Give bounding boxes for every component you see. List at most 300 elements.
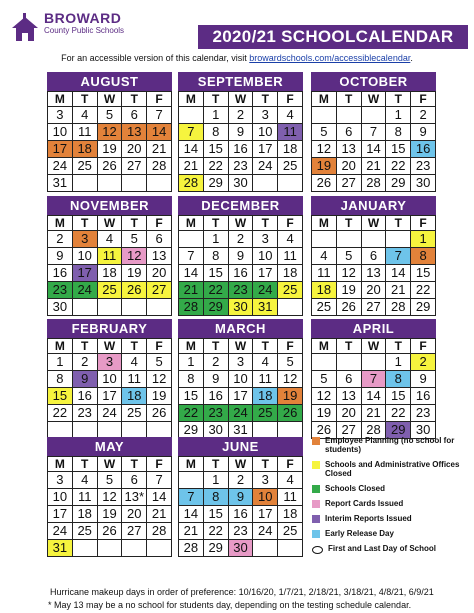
month-january xyxy=(311,196,436,316)
day-cell: 18 xyxy=(97,265,122,282)
month-header: DECEMBER xyxy=(178,196,303,215)
weekday-label: W xyxy=(97,216,122,231)
weekday-label: T xyxy=(253,92,278,107)
day-cell: 27 xyxy=(122,523,147,540)
day-cell: 23 xyxy=(72,405,97,422)
day-cell: 13 xyxy=(336,141,361,158)
day-cell: 20 xyxy=(122,506,147,523)
day-cell: 22 xyxy=(179,405,204,422)
day-cell xyxy=(122,422,147,439)
month-table xyxy=(311,338,436,439)
day-cell: 25 xyxy=(122,405,147,422)
day-cell xyxy=(122,299,147,316)
day-cell: 10 xyxy=(48,124,73,141)
day-cell: 3 xyxy=(48,472,73,489)
day-cell: 9 xyxy=(228,489,253,506)
month-header: APRIL xyxy=(311,319,436,338)
weekday-label: W xyxy=(97,457,122,472)
day-cell xyxy=(312,354,337,371)
day-cell: 21 xyxy=(147,506,172,523)
day-cell: 29 xyxy=(179,422,204,439)
month-table xyxy=(311,91,436,192)
day-cell: 2 xyxy=(228,472,253,489)
day-cell: 9 xyxy=(48,248,73,265)
weekday-label: M xyxy=(312,92,337,107)
day-cell: 3 xyxy=(253,472,278,489)
weekday-label: T xyxy=(122,339,147,354)
day-cell: 16 xyxy=(72,388,97,405)
day-cell: 14 xyxy=(179,506,204,523)
weekday-label: F xyxy=(147,92,172,107)
day-cell: 25 xyxy=(278,523,303,540)
day-cell: 2 xyxy=(228,107,253,124)
legend-item xyxy=(312,460,472,478)
month-august xyxy=(47,72,172,192)
day-cell: 17 xyxy=(72,265,97,282)
weekday-label: T xyxy=(386,92,411,107)
day-cell xyxy=(72,540,97,557)
month-june xyxy=(178,437,303,557)
weekday-label: T xyxy=(203,339,228,354)
logo-name: BROWARD xyxy=(44,10,122,26)
weekday-label: T xyxy=(203,457,228,472)
day-cell: 14 xyxy=(147,124,172,141)
day-cell: 21 xyxy=(386,282,411,299)
day-cell xyxy=(336,107,361,124)
weekday-label: W xyxy=(228,216,253,231)
day-cell: 15 xyxy=(386,388,411,405)
day-cell: 27 xyxy=(336,175,361,192)
day-cell: 21 xyxy=(147,141,172,158)
month-header: NOVEMBER xyxy=(47,196,172,215)
day-cell xyxy=(97,422,122,439)
day-cell: 29 xyxy=(203,540,228,557)
weekday-label: T xyxy=(386,216,411,231)
day-cell xyxy=(278,422,303,439)
day-cell: 26 xyxy=(97,158,122,175)
day-cell xyxy=(97,299,122,316)
day-cell: 28 xyxy=(386,299,411,316)
day-cell: 20 xyxy=(336,158,361,175)
day-cell xyxy=(253,175,278,192)
day-cell: 26 xyxy=(278,405,303,422)
day-cell: 31 xyxy=(228,422,253,439)
day-cell: 17 xyxy=(253,265,278,282)
day-cell: 20 xyxy=(122,141,147,158)
day-cell: 26 xyxy=(97,523,122,540)
legend-item xyxy=(312,484,472,493)
day-cell: 16 xyxy=(411,141,436,158)
day-cell: 6 xyxy=(361,248,386,265)
day-cell: 12 xyxy=(122,248,147,265)
weekday-label: M xyxy=(312,339,337,354)
day-cell: 1 xyxy=(179,354,204,371)
day-cell: 20 xyxy=(336,405,361,422)
month-may xyxy=(47,437,172,557)
weekday-label: F xyxy=(278,92,303,107)
legend-label: Early Release Day xyxy=(325,529,394,538)
weekday-label: T xyxy=(122,216,147,231)
day-cell: 7 xyxy=(179,248,204,265)
weekday-label: W xyxy=(97,339,122,354)
day-cell: 4 xyxy=(278,231,303,248)
day-cell: 8 xyxy=(203,489,228,506)
day-cell: 26 xyxy=(312,422,337,439)
day-cell: 19 xyxy=(312,405,337,422)
day-cell xyxy=(72,422,97,439)
day-cell: 11 xyxy=(97,248,122,265)
day-cell xyxy=(253,422,278,439)
day-cell: 22 xyxy=(203,282,228,299)
weekday-label: M xyxy=(48,339,73,354)
day-cell: 28 xyxy=(179,540,204,557)
weekday-label: T xyxy=(203,216,228,231)
day-cell xyxy=(336,354,361,371)
day-cell: 11 xyxy=(72,124,97,141)
month-table xyxy=(47,456,172,557)
day-cell: 13* xyxy=(122,489,147,506)
day-cell: 4 xyxy=(72,472,97,489)
day-cell xyxy=(179,107,204,124)
day-cell: 15 xyxy=(203,506,228,523)
day-cell: 10 xyxy=(72,248,97,265)
schoolhouse-icon xyxy=(8,12,42,46)
legend-label: Schools Closed xyxy=(325,484,386,493)
day-cell: 19 xyxy=(97,141,122,158)
weekday-label: T xyxy=(336,339,361,354)
weekday-label: M xyxy=(48,92,73,107)
day-cell: 4 xyxy=(253,354,278,371)
day-cell: 16 xyxy=(228,141,253,158)
month-header: MARCH xyxy=(178,319,303,338)
day-cell: 5 xyxy=(97,107,122,124)
day-cell: 15 xyxy=(179,388,204,405)
day-cell: 5 xyxy=(336,248,361,265)
weekday-label: T xyxy=(253,216,278,231)
day-cell: 14 xyxy=(361,141,386,158)
day-cell: 15 xyxy=(203,265,228,282)
day-cell: 12 xyxy=(312,141,337,158)
weekday-label: F xyxy=(147,457,172,472)
day-cell xyxy=(361,354,386,371)
hurricane-note: Hurricane makeup days in order of preference: 10/16/20, 1/7/21, 2/18/21, 3/18/21, 4/8/21, 6/9/21 xyxy=(50,587,434,597)
day-cell: 18 xyxy=(122,388,147,405)
day-cell: 19 xyxy=(278,388,303,405)
day-cell: 18 xyxy=(253,388,278,405)
accessible-prefix: For an accessible version of this calendar, visit xyxy=(61,53,247,63)
day-cell: 6 xyxy=(336,124,361,141)
day-cell: 8 xyxy=(411,248,436,265)
day-cell: 28 xyxy=(179,175,204,192)
day-cell: 11 xyxy=(122,371,147,388)
day-cell: 7 xyxy=(147,107,172,124)
day-cell xyxy=(122,540,147,557)
month-september xyxy=(178,72,303,192)
weekday-label: W xyxy=(361,92,386,107)
day-cell xyxy=(72,175,97,192)
day-cell: 4 xyxy=(97,231,122,248)
day-cell: 14 xyxy=(386,265,411,282)
weekday-label: M xyxy=(48,216,73,231)
day-cell: 4 xyxy=(72,107,97,124)
legend xyxy=(312,436,472,560)
month-table xyxy=(311,215,436,316)
day-cell: 10 xyxy=(97,371,122,388)
day-cell: 15 xyxy=(203,141,228,158)
weekday-label: W xyxy=(361,339,386,354)
month-header: AUGUST xyxy=(47,72,172,91)
day-cell: 6 xyxy=(147,231,172,248)
day-cell: 24 xyxy=(253,523,278,540)
day-cell: 6 xyxy=(122,107,147,124)
weekday-label: T xyxy=(72,92,97,107)
day-cell: 29 xyxy=(203,175,228,192)
day-cell: 5 xyxy=(312,124,337,141)
weekday-label: F xyxy=(411,92,436,107)
day-cell: 19 xyxy=(122,265,147,282)
day-cell: 12 xyxy=(97,489,122,506)
day-cell: 23 xyxy=(228,282,253,299)
month-header: MAY xyxy=(47,437,172,456)
day-cell: 15 xyxy=(411,265,436,282)
day-cell: 24 xyxy=(48,158,73,175)
weekday-label: F xyxy=(411,339,436,354)
day-cell: 4 xyxy=(122,354,147,371)
month-table xyxy=(47,91,172,192)
weekday-label: T xyxy=(253,339,278,354)
day-cell: 30 xyxy=(228,175,253,192)
day-cell: 26 xyxy=(147,405,172,422)
weekday-label: W xyxy=(361,216,386,231)
day-cell: 9 xyxy=(228,248,253,265)
month-table xyxy=(47,215,172,316)
day-cell: 7 xyxy=(386,248,411,265)
day-cell: 24 xyxy=(228,405,253,422)
day-cell: 4 xyxy=(278,107,303,124)
day-cell: 17 xyxy=(228,388,253,405)
day-cell: 22 xyxy=(386,405,411,422)
day-cell: 21 xyxy=(361,158,386,175)
weekday-label: M xyxy=(48,457,73,472)
month-header: FEBRUARY xyxy=(47,319,172,338)
day-cell: 21 xyxy=(179,282,204,299)
day-cell: 23 xyxy=(228,523,253,540)
broward-logo xyxy=(8,8,128,48)
day-cell: 29 xyxy=(203,299,228,316)
day-cell xyxy=(361,231,386,248)
day-cell: 23 xyxy=(411,158,436,175)
day-cell: 12 xyxy=(336,265,361,282)
weekday-label: T xyxy=(72,339,97,354)
day-cell xyxy=(147,299,172,316)
day-cell: 29 xyxy=(386,175,411,192)
day-cell: 7 xyxy=(361,124,386,141)
day-cell: 28 xyxy=(147,523,172,540)
legend-label: Report Cards Issued xyxy=(325,499,404,508)
day-cell: 23 xyxy=(411,405,436,422)
day-cell: 16 xyxy=(228,265,253,282)
legend-item xyxy=(312,514,472,523)
day-cell: 11 xyxy=(278,489,303,506)
day-cell: 30 xyxy=(203,422,228,439)
weekday-label: T xyxy=(336,92,361,107)
day-cell: 11 xyxy=(72,489,97,506)
day-cell: 18 xyxy=(72,506,97,523)
month-table xyxy=(178,338,303,439)
day-cell: 23 xyxy=(228,158,253,175)
day-cell: 30 xyxy=(228,299,253,316)
month-header: JUNE xyxy=(178,437,303,456)
day-cell: 14 xyxy=(147,489,172,506)
day-cell: 25 xyxy=(253,405,278,422)
month-header: JANUARY xyxy=(311,196,436,215)
legend-label: Interim Reports Issued xyxy=(325,514,412,523)
weekday-label: F xyxy=(278,339,303,354)
day-cell: 9 xyxy=(228,124,253,141)
day-cell: 5 xyxy=(147,354,172,371)
month-march xyxy=(178,319,303,439)
day-cell: 30 xyxy=(228,540,253,557)
day-cell: 25 xyxy=(72,158,97,175)
weekday-label: F xyxy=(278,216,303,231)
day-cell xyxy=(122,175,147,192)
day-cell: 18 xyxy=(278,141,303,158)
day-cell: 22 xyxy=(203,158,228,175)
day-cell: 28 xyxy=(147,158,172,175)
day-cell: 19 xyxy=(336,282,361,299)
weekday-label: F xyxy=(147,339,172,354)
day-cell: 27 xyxy=(361,299,386,316)
legend-swatch xyxy=(312,500,320,508)
day-cell: 3 xyxy=(253,231,278,248)
day-cell: 11 xyxy=(312,265,337,282)
day-cell: 24 xyxy=(253,158,278,175)
day-cell: 8 xyxy=(203,124,228,141)
day-cell: 10 xyxy=(228,371,253,388)
day-cell: 6 xyxy=(336,371,361,388)
weekday-label: T xyxy=(72,457,97,472)
day-cell: 25 xyxy=(72,523,97,540)
weekday-label: T xyxy=(253,457,278,472)
day-cell xyxy=(253,540,278,557)
day-cell: 31 xyxy=(48,175,73,192)
day-cell xyxy=(179,231,204,248)
month-table xyxy=(178,456,303,557)
legend-item xyxy=(312,529,472,538)
may-footnote: * May 13 may be a no school for students day, depending on the testing schedule calendar. xyxy=(48,600,412,610)
day-cell: 22 xyxy=(203,523,228,540)
day-cell: 18 xyxy=(72,141,97,158)
accessible-note xyxy=(0,53,474,63)
day-cell: 24 xyxy=(253,282,278,299)
day-cell: 1 xyxy=(386,354,411,371)
day-cell: 10 xyxy=(253,124,278,141)
day-cell: 3 xyxy=(228,354,253,371)
day-cell: 16 xyxy=(228,506,253,523)
day-cell: 12 xyxy=(278,371,303,388)
day-cell: 15 xyxy=(48,388,73,405)
day-cell: 3 xyxy=(48,107,73,124)
day-cell xyxy=(312,107,337,124)
day-cell: 13 xyxy=(361,265,386,282)
day-cell: 31 xyxy=(253,299,278,316)
day-cell: 25 xyxy=(97,282,122,299)
day-cell: 7 xyxy=(147,472,172,489)
day-cell: 2 xyxy=(411,354,436,371)
day-cell: 22 xyxy=(411,282,436,299)
day-cell xyxy=(147,422,172,439)
day-cell: 5 xyxy=(97,472,122,489)
day-cell: 4 xyxy=(278,472,303,489)
day-cell: 25 xyxy=(278,158,303,175)
day-cell: 8 xyxy=(203,248,228,265)
day-cell: 3 xyxy=(97,354,122,371)
weekday-label: T xyxy=(122,457,147,472)
weekday-label: T xyxy=(122,92,147,107)
oval-icon xyxy=(312,546,323,554)
day-cell: 27 xyxy=(122,158,147,175)
legend-label: Employee Planning (no school for students) xyxy=(325,436,455,454)
logo-subtitle: County Public Schools xyxy=(44,26,125,35)
day-cell: 3 xyxy=(72,231,97,248)
day-cell: 2 xyxy=(411,107,436,124)
day-cell: 23 xyxy=(48,282,73,299)
day-cell: 8 xyxy=(48,371,73,388)
day-cell xyxy=(386,231,411,248)
weekday-label: M xyxy=(312,216,337,231)
day-cell xyxy=(278,299,303,316)
weekday-label: T xyxy=(203,92,228,107)
page-title: 2020/21 SCHOOLCALENDAR xyxy=(198,25,468,49)
day-cell: 20 xyxy=(147,265,172,282)
day-cell: 9 xyxy=(411,371,436,388)
weekday-label: T xyxy=(72,216,97,231)
legend-item xyxy=(312,499,472,508)
day-cell: 9 xyxy=(72,371,97,388)
day-cell: 18 xyxy=(278,506,303,523)
day-cell: 18 xyxy=(312,282,337,299)
weekday-label: M xyxy=(179,92,204,107)
day-cell: 11 xyxy=(253,371,278,388)
day-cell: 11 xyxy=(278,124,303,141)
weekday-label: T xyxy=(386,339,411,354)
day-cell: 28 xyxy=(179,299,204,316)
accessible-calendar-link[interactable]: browardschools.com/accessiblecalendar xyxy=(249,53,411,63)
weekday-label: F xyxy=(278,457,303,472)
day-cell: 12 xyxy=(97,124,122,141)
day-cell: 2 xyxy=(228,231,253,248)
day-cell: 13 xyxy=(147,248,172,265)
day-cell: 9 xyxy=(411,124,436,141)
day-cell: 22 xyxy=(48,405,73,422)
day-cell xyxy=(336,231,361,248)
day-cell xyxy=(72,299,97,316)
day-cell: 11 xyxy=(278,248,303,265)
day-cell: 1 xyxy=(48,354,73,371)
weekday-label: M xyxy=(179,457,204,472)
month-table xyxy=(47,338,172,439)
day-cell: 31 xyxy=(48,540,73,557)
day-cell: 30 xyxy=(411,422,436,439)
month-header: OCTOBER xyxy=(311,72,436,91)
legend-label: Schools and Administrative Offices Closed xyxy=(325,460,460,478)
day-cell: 19 xyxy=(147,388,172,405)
weekday-label: M xyxy=(179,339,204,354)
weekday-label: M xyxy=(179,216,204,231)
day-cell: 28 xyxy=(361,422,386,439)
day-cell xyxy=(48,422,73,439)
day-cell: 20 xyxy=(361,282,386,299)
